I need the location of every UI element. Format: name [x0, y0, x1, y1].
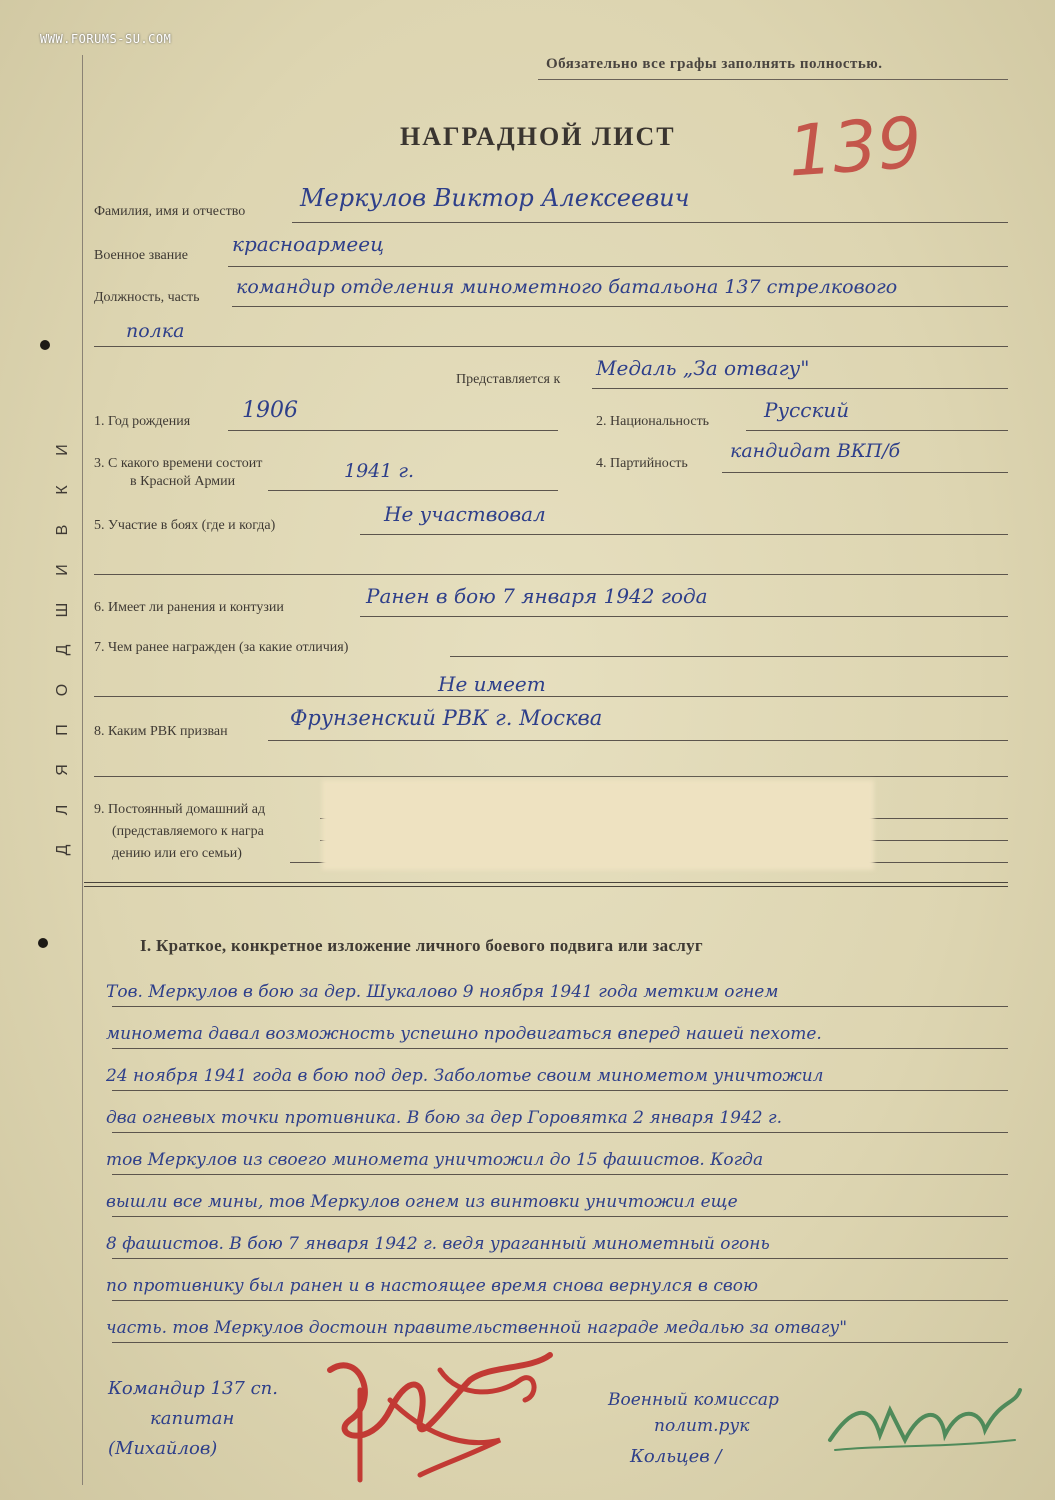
merit-section-title: I. Краткое, конкретное изложение личного боевого подвига или заслуг — [140, 936, 703, 955]
redacted-address-area — [322, 780, 874, 870]
previous-awards-value: Не имеет — [438, 672, 546, 696]
punch-hole — [40, 340, 50, 350]
narrative-rule — [112, 1090, 1008, 1091]
address-label-line-1: 9. Постоянный домашний ад — [94, 802, 266, 817]
party-value: кандидат ВКП/б — [730, 440, 901, 462]
section-divider-bottom — [84, 886, 1008, 887]
position-value-line-1: командир отделения минометного батальона 137 стрелкового — [236, 276, 898, 298]
fill-all-fields-notice: Обязательно все графы заполнять полностью. — [546, 56, 883, 72]
binding-letter: Ш — [54, 602, 71, 618]
narrative-line: Тов. Меркулов в бою за дер. Шукалово 9 ноября 1941 года метким огнем — [106, 982, 779, 1002]
commissar-title: Военный комиссар — [608, 1390, 779, 1410]
narrative-rule — [112, 1132, 1008, 1133]
rank-label: Военное звание — [94, 248, 188, 263]
battles-underline-2 — [94, 574, 1008, 575]
wounds-label: 6. Имеет ли ранения и контузии — [94, 600, 284, 615]
party-label: 4. Партийность — [596, 456, 688, 471]
narrative-line: два огневых точки противника. В бою за дер Горовятка 2 января 1942 г. — [106, 1108, 783, 1128]
narrative-line: вышли все мины, тов Меркулов огнем из винтовки уничтожил еще — [106, 1192, 738, 1212]
binding-letter: Л — [54, 804, 71, 816]
section-divider-top — [84, 882, 1008, 883]
address-label-line-2: (представляемого к награ — [112, 824, 264, 839]
wounds-underline — [360, 616, 1008, 617]
rvk-label: 8. Каким РВК призван — [94, 724, 228, 739]
name-label: Фамилия, имя и отчество — [94, 204, 246, 219]
narrative-line: часть. тов Меркулов достоин правительственной награде медалью за отвагу" — [106, 1318, 848, 1338]
rvk-underline-2 — [94, 776, 1008, 777]
previous-awards-underline — [450, 656, 1008, 657]
handwritten-sheet-number: 139 — [785, 101, 925, 193]
commander-rank: капитан — [150, 1408, 235, 1429]
red-signature-mark — [300, 1340, 580, 1490]
narrative-rule — [112, 1216, 1008, 1217]
name-underline — [292, 222, 1008, 223]
binding-letter: К — [54, 485, 71, 495]
party-underline — [722, 472, 1008, 473]
nationality-underline — [746, 430, 1008, 431]
name-value: Меркулов Виктор Алексеевич — [300, 184, 690, 212]
previous-awards-label: 7. Чем ранее награжден (за какие отличия) — [94, 640, 349, 655]
narrative-rule — [112, 1258, 1008, 1259]
position-underline-2 — [94, 346, 1008, 347]
commander-title: Командир 137 сп. — [108, 1378, 278, 1399]
commissar-rank: полит.рук — [654, 1416, 750, 1436]
battles-underline — [360, 534, 1008, 535]
rvk-value: Фрунзенский РВК г. Москва — [290, 706, 603, 730]
binding-letter: И — [54, 564, 71, 576]
narrative-line: по противнику был ранен и в настоящее время снова вернулся в свою — [106, 1276, 758, 1296]
service-since-value: 1941 г. — [344, 460, 415, 482]
notice-underline — [538, 79, 1008, 80]
address-label-line-3: дению или его семьи) — [112, 846, 242, 861]
service-since-label-line-1: 3. С какого времени состоит — [94, 456, 263, 471]
birth-year-underline — [228, 430, 558, 431]
nationality-label: 2. Национальность — [596, 414, 710, 429]
service-since-underline — [268, 490, 558, 491]
presented-label: Представляется к — [456, 372, 561, 387]
narrative-rule — [112, 1048, 1008, 1049]
battles-value: Не участвовал — [384, 502, 546, 526]
narrative-rule — [112, 1300, 1008, 1301]
page-title: НАГРАДНОЙ ЛИСТ — [400, 122, 676, 151]
narrative-line: тов Меркулов из своего миномета уничтожил до 15 фашистов. Когда — [106, 1150, 764, 1170]
rank-value: красноармеец — [232, 232, 385, 256]
binding-letter: Д — [54, 844, 71, 856]
binding-letter: Д — [54, 644, 71, 656]
watermark-text: WWW.FORUMS-SU.COM — [40, 32, 172, 46]
binding-letter: В — [54, 524, 71, 536]
position-underline — [232, 306, 1008, 307]
nationality-value: Русский — [764, 398, 850, 422]
narrative-line: 8 фашистов. В бою 7 января 1942 г. ведя ураганный минометный огонь — [106, 1234, 770, 1254]
binding-letter: О — [54, 683, 71, 697]
position-label: Должность, часть — [94, 290, 200, 305]
rvk-underline — [268, 740, 1008, 741]
green-signature-mark — [820, 1380, 1030, 1470]
binding-letter: Я — [54, 764, 71, 776]
commissar-name: Кольцев / — [630, 1446, 722, 1467]
narrative-line: 24 ноября 1941 года в бою под дер. Заболотье своим минометом уничтожил — [106, 1066, 824, 1086]
rank-underline — [228, 266, 1008, 267]
birth-year-value: 1906 — [242, 398, 298, 423]
battles-label: 5. Участие в боях (где и когда) — [94, 518, 276, 533]
punch-hole — [38, 938, 48, 948]
service-since-label-line-2: в Красной Армии — [130, 474, 236, 489]
narrative-rule — [112, 1006, 1008, 1007]
commander-name: (Михайлов) — [108, 1438, 218, 1459]
previous-awards-underline-2 — [94, 696, 1008, 697]
presented-value: Медаль „За отвагу" — [596, 356, 810, 380]
binding-letter: И — [54, 444, 71, 456]
position-value-line-2: полка — [126, 320, 185, 342]
binding-label — [48, 430, 78, 870]
presented-underline — [592, 388, 1008, 389]
narrative-line: миномета давал возможность успешно продвигаться вперед нашей пехоте. — [106, 1024, 822, 1044]
birth-year-label: 1. Год рождения — [94, 414, 191, 429]
narrative-rule — [112, 1174, 1008, 1175]
binding-letter: П — [54, 724, 71, 736]
wounds-value: Ранен в бою 7 января 1942 года — [366, 584, 708, 608]
